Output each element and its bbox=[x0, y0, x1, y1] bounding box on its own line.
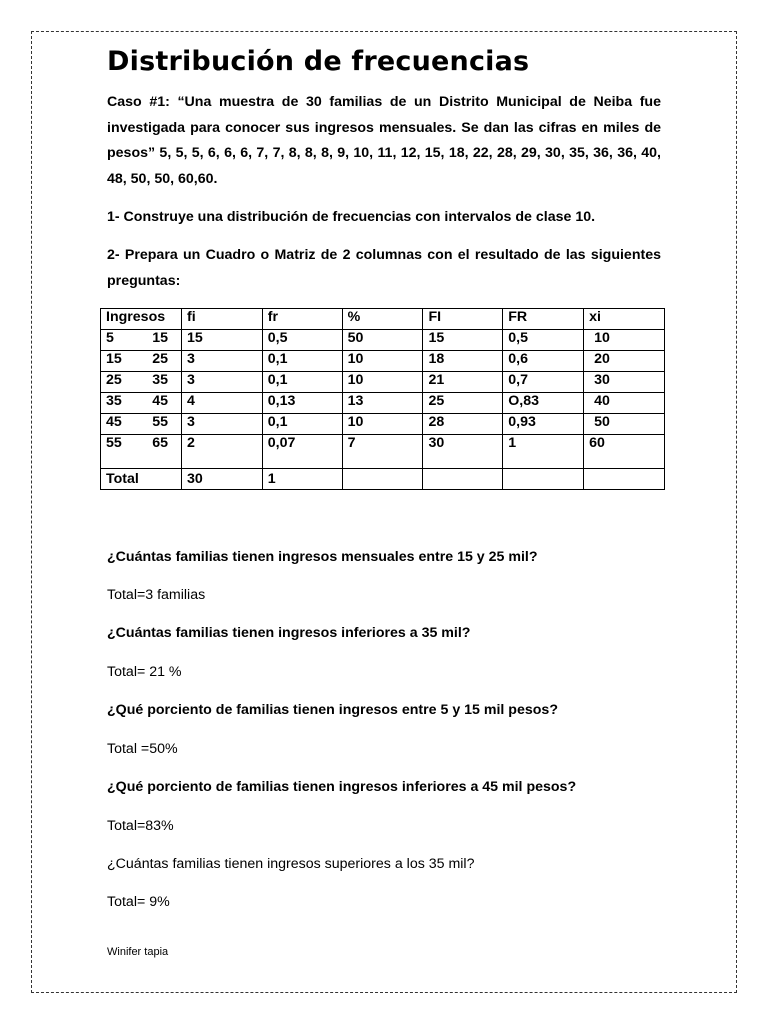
header-xi: xi bbox=[584, 309, 665, 330]
table-row bbox=[101, 330, 665, 351]
cell-percent: 50 bbox=[342, 330, 423, 351]
header-ingresos: Ingresos bbox=[101, 309, 182, 330]
cell-range: 15 25 bbox=[101, 351, 182, 372]
document-title: Distribución de frecuencias bbox=[107, 46, 530, 77]
header-fi: fi bbox=[181, 309, 262, 330]
table-row bbox=[101, 393, 665, 414]
cell-FI: 18 bbox=[423, 351, 503, 372]
cell-empty bbox=[584, 469, 665, 490]
cell-xi: 60 bbox=[584, 435, 665, 469]
cell-percent: 10 bbox=[342, 414, 423, 435]
cell-FI: 28 bbox=[423, 414, 503, 435]
cell-empty bbox=[503, 469, 584, 490]
header-FI: FI bbox=[423, 309, 503, 330]
question-5: ¿Cuántas familias tienen ingresos superiores a los 35 mil? bbox=[107, 856, 475, 872]
cell-fi: 15 bbox=[181, 330, 262, 351]
header-percent: % bbox=[342, 309, 423, 330]
cell-FR: 0,6 bbox=[503, 351, 584, 372]
cell-range: 5 15 bbox=[101, 330, 182, 351]
cell-fr: 0,1 bbox=[262, 351, 342, 372]
question-3: ¿Qué porciento de familias tienen ingresos entre 5 y 15 mil pesos? bbox=[107, 702, 558, 718]
question-1: ¿Cuántas familias tienen ingresos mensuales entre 15 y 25 mil? bbox=[107, 549, 538, 565]
author-signature: Winifer tapia bbox=[107, 946, 169, 958]
cell-FI: 30 bbox=[423, 435, 503, 469]
cell-percent: 10 bbox=[342, 351, 423, 372]
answer-2: Total= 21 % bbox=[107, 664, 182, 680]
cell-xi: 10 bbox=[584, 330, 665, 351]
frequency-table bbox=[100, 308, 665, 490]
table-row bbox=[101, 351, 665, 372]
step-1: 1- Construye una distribución de frecuencias con intervalos de clase 10. bbox=[107, 209, 596, 225]
cell-FR: 1 bbox=[503, 435, 584, 469]
cell-FR: 0,7 bbox=[503, 372, 584, 393]
cell-FI: 15 bbox=[423, 330, 503, 351]
cell-range: 55 65 bbox=[101, 435, 182, 469]
cell-fi: 2 bbox=[181, 435, 262, 469]
cell-total-label: Total bbox=[101, 469, 182, 490]
case-lead: Caso #1: bbox=[107, 94, 170, 110]
answer-4: Total=83% bbox=[107, 818, 174, 834]
cell-total-fi: 30 bbox=[181, 469, 262, 490]
cell-fr: 0,1 bbox=[262, 414, 342, 435]
case-paragraph bbox=[107, 90, 661, 192]
cell-range: 45 55 bbox=[101, 414, 182, 435]
table-row bbox=[101, 435, 665, 469]
cell-percent: 13 bbox=[342, 393, 423, 414]
table-row bbox=[101, 372, 665, 393]
cell-fr: 0,5 bbox=[262, 330, 342, 351]
table-header-row bbox=[101, 309, 665, 330]
question-4: ¿Qué porciento de familias tienen ingresos inferiores a 45 mil pesos? bbox=[107, 779, 577, 795]
table-row bbox=[101, 414, 665, 435]
cell-xi: 20 bbox=[584, 351, 665, 372]
cell-percent: 10 bbox=[342, 372, 423, 393]
table-total-row bbox=[101, 469, 665, 490]
cell-FI: 25 bbox=[423, 393, 503, 414]
cell-empty bbox=[342, 469, 423, 490]
step-2: 2- Prepara un Cuadro o Matriz de 2 columnas con el resultado de las siguientes preguntas: bbox=[107, 247, 661, 289]
cell-fi: 3 bbox=[181, 414, 262, 435]
cell-FR: 0,5 bbox=[503, 330, 584, 351]
cell-total-fr: 1 bbox=[262, 469, 342, 490]
cell-fr: 0,07 bbox=[262, 435, 342, 469]
answer-5: Total= 9% bbox=[107, 894, 170, 910]
question-2: ¿Cuántas familias tienen ingresos inferiores a 35 mil? bbox=[107, 625, 471, 641]
case-text: “Una muestra de 30 familias de un Distrito Municipal de Neiba fue investigada para conocer sus ingresos mensuales. Se dan las cifras en miles de pesos” 5, 5, 5, 6, 6, 6, 7, 7, 8, 8, 8, 9, 10, 11, 12, 15, 18, 22, 28, 29, 30, 35, 36, 36, 40, 48, 50, 50, 60,60. bbox=[107, 94, 661, 187]
cell-fi: 3 bbox=[181, 351, 262, 372]
cell-xi: 30 bbox=[584, 372, 665, 393]
cell-percent: 7 bbox=[342, 435, 423, 469]
answer-3: Total =50% bbox=[107, 741, 178, 757]
cell-FR: O,83 bbox=[503, 393, 584, 414]
cell-FI: 21 bbox=[423, 372, 503, 393]
cell-empty bbox=[423, 469, 503, 490]
cell-xi: 40 bbox=[584, 393, 665, 414]
cell-fr: 0,1 bbox=[262, 372, 342, 393]
cell-range: 35 45 bbox=[101, 393, 182, 414]
header-fr: fr bbox=[262, 309, 342, 330]
cell-fr: 0,13 bbox=[262, 393, 342, 414]
header-FR: FR bbox=[503, 309, 584, 330]
cell-fi: 3 bbox=[181, 372, 262, 393]
cell-FR: 0,93 bbox=[503, 414, 584, 435]
cell-xi: 50 bbox=[584, 414, 665, 435]
cell-range: 25 35 bbox=[101, 372, 182, 393]
cell-fi: 4 bbox=[181, 393, 262, 414]
answer-1: Total=3 familias bbox=[107, 587, 206, 603]
